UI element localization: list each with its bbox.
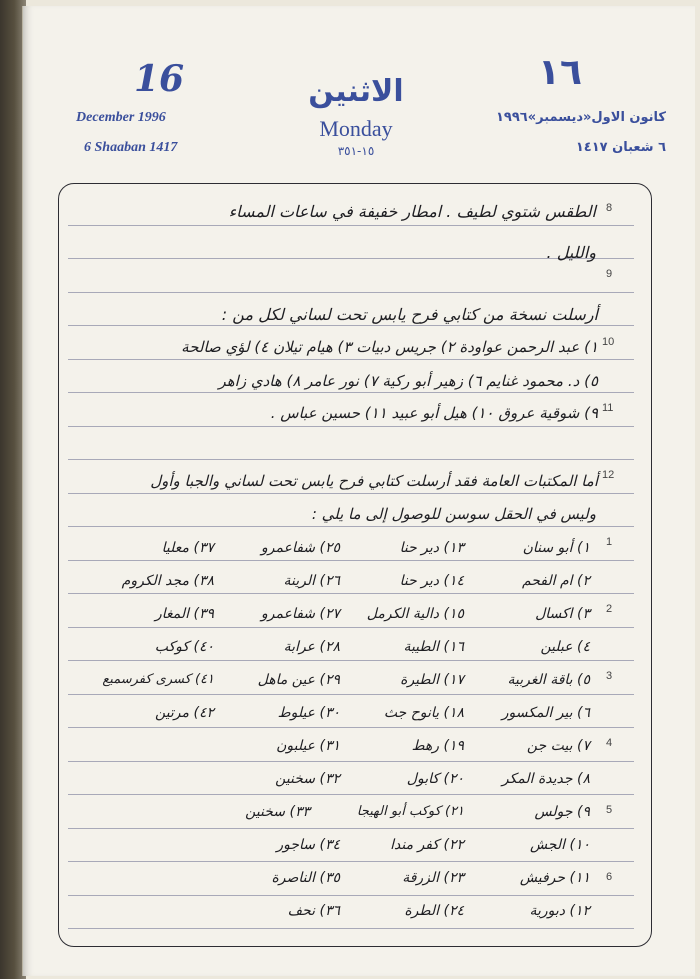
library-item: ٢٣) الزرقة xyxy=(402,870,464,886)
library-item: ١٨) يانوح جث xyxy=(383,705,464,721)
library-item: ١٢) دبورية xyxy=(529,903,590,919)
ruled-line xyxy=(68,593,634,594)
day-number-arabic: ١٦ xyxy=(538,52,582,93)
library-item: ٢١) كوكب أبو الهيجا xyxy=(356,804,464,819)
library-item: ١٤) دير حنا xyxy=(399,573,464,589)
ruled-line xyxy=(68,526,634,527)
library-item: ٩) جولس xyxy=(534,804,590,820)
hour-label: 6 xyxy=(606,871,613,883)
library-item: ٤٢) مرتين xyxy=(155,705,214,721)
ruled-line xyxy=(68,459,634,460)
hour-label: 5 xyxy=(606,804,613,816)
hour-label: 9 xyxy=(606,268,613,280)
notes-frame xyxy=(58,183,652,947)
library-item: ٨) جديدة المكر xyxy=(501,771,590,787)
library-item: ١٧) الطيرة xyxy=(400,672,464,688)
hour-label: 12 xyxy=(602,469,615,481)
library-item: ١) أبو سنان xyxy=(522,540,590,556)
day-number: 16 xyxy=(134,58,185,100)
library-item: ٦) بير المكسور xyxy=(501,705,590,721)
library-item: ٧) بيت جن xyxy=(526,738,590,754)
hijri-date-arabic: ٦ شعبان ١٤١٧ xyxy=(575,140,666,155)
entry-line: أما المكتبات العامة فقد أرسلت كتابي فرح يابس تحت لساني والجبا وأول xyxy=(150,472,598,490)
library-item: ٢) ام الفحم xyxy=(521,573,590,589)
library-item: ١٠) الجش xyxy=(530,837,590,853)
library-item: ٢٨) عرابة xyxy=(283,639,340,655)
hour-label: 2 xyxy=(606,603,613,615)
library-item: ١١) حرفيش xyxy=(519,870,590,886)
hijri-date: 6 Shaaban 1417 xyxy=(84,140,178,155)
entry-line: أرسلت نسخة من كتابي فرح يابس تحت لساني لكل من : xyxy=(221,305,598,324)
hour-label: 3 xyxy=(606,670,613,682)
ruled-line xyxy=(68,359,634,360)
entry-line: ٩) شوقية عروق ١٠) هيل أبو عبيد ١١) حسين عباس . xyxy=(270,404,598,422)
library-item: ٣٦) نحف xyxy=(287,903,340,919)
library-item: ٣٣) سخنين xyxy=(245,804,310,820)
hour-label: 10 xyxy=(602,336,615,348)
library-item: ٣٧) معليا xyxy=(161,540,214,556)
library-item: ٢٤) الطرة xyxy=(404,903,464,919)
entry-line: وليس في الحقل سوسن للوصول إلى ما يلي : xyxy=(311,505,596,523)
library-item: ٣٢) سخنين xyxy=(275,771,340,787)
library-item: ٣٩) المغار xyxy=(155,606,214,622)
entry-line: ١) عبد الرحمن عواودة ٢) جريس دبيات ٣) هيام تيلان ٤) لؤي صالحة xyxy=(181,338,598,356)
ruled-line xyxy=(68,861,634,862)
ruled-line xyxy=(68,828,634,829)
weekday-english: Monday xyxy=(319,116,393,141)
ruled-line xyxy=(68,292,634,293)
gregorian-date: December 1996 xyxy=(76,110,166,125)
library-item: ١٥) دالية الكرمل xyxy=(366,606,464,622)
gregorian-date-arabic: كانون الاول«ديسمبر»١٩٩٦ xyxy=(495,110,666,125)
ruled-line xyxy=(68,794,634,795)
library-item: ٤٠) كوكب xyxy=(154,639,214,655)
library-item: ٥) باقة الغربية xyxy=(507,672,590,688)
ruled-line xyxy=(68,627,634,628)
ruled-line xyxy=(68,928,634,929)
library-item: ٤١) كسرى كفرسميع xyxy=(102,672,214,687)
hour-label: 1 xyxy=(606,536,613,548)
library-item: ١٩) رهط xyxy=(411,738,464,754)
library-item: ٣٠) عيلوط xyxy=(277,705,340,721)
ruled-line xyxy=(68,761,634,762)
ruled-line xyxy=(68,727,634,728)
library-item: ٣٨) مجد الكروم xyxy=(121,573,214,589)
ruled-line xyxy=(68,694,634,695)
day-of-year: ١٥-٣٥١ xyxy=(337,144,375,158)
entry-line: الطقس شتوي لطيف . امطار خفيفة في ساعات المساء xyxy=(228,202,596,221)
entry-line: والليل . xyxy=(546,243,596,262)
ruled-line xyxy=(68,493,634,494)
ruled-line xyxy=(68,225,634,226)
ruled-line xyxy=(68,560,634,561)
library-item: ١٦) الطيبة xyxy=(403,639,464,655)
ruled-line xyxy=(68,426,634,427)
library-item: ٢٥) شفاعمرو xyxy=(261,540,340,556)
entry-line: ٥) د. محمود غنايم ٦) زهير أبو ركية ٧) نور عامر ٨) هادي زاهر xyxy=(218,372,598,390)
hour-label: 4 xyxy=(606,737,613,749)
library-item: ٣٤) ساجور xyxy=(276,837,340,853)
library-item: ٢٢) كفر مندا xyxy=(390,837,464,853)
weekday-arabic: الاثنين xyxy=(308,74,404,109)
hour-label: 11 xyxy=(602,402,614,414)
library-item: ٣١) عيلبون xyxy=(276,738,340,754)
library-item: ٢٧) شفاعمرو xyxy=(261,606,340,622)
library-item: ٢٩) عين ماهل xyxy=(257,672,340,688)
ruled-line xyxy=(68,660,634,661)
ruled-line xyxy=(68,325,634,326)
library-item: ١٣) دير حنا xyxy=(399,540,464,556)
ruled-line xyxy=(68,895,634,896)
library-item: ٢٠) كابول xyxy=(406,771,464,787)
hour-label: 8 xyxy=(606,202,613,214)
library-item: ٢٦) الرينة xyxy=(283,573,340,589)
ruled-line xyxy=(68,392,634,393)
library-item: ٣) اكسال xyxy=(535,606,590,622)
library-item: ٣٥) الناصرة xyxy=(271,870,340,886)
library-item: ٤) عبلين xyxy=(540,639,590,655)
